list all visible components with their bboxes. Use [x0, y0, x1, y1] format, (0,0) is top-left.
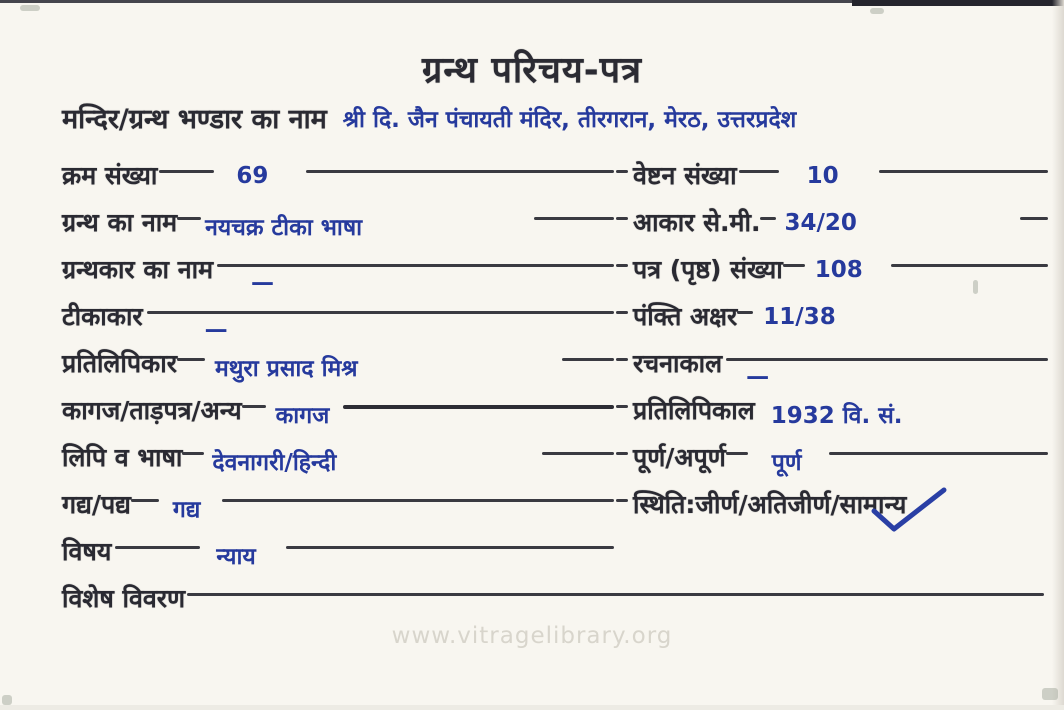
field-value: 108	[814, 257, 863, 283]
field-row-bundle-number	[616, 158, 1048, 205]
scan-artifact	[870, 8, 884, 14]
ruled-line	[187, 593, 1044, 596]
field-row-material	[62, 393, 614, 440]
ruled-line	[177, 358, 205, 361]
field-label: स्थिति:जीर्ण/अतिजीर्ण/सामान्य	[633, 490, 907, 519]
field-value: देवनागरी/हिन्दी	[212, 450, 337, 476]
temple-name-label: मन्दिर/ग्रन्थ भण्डार का नाम	[62, 104, 327, 135]
ruled-line-area	[213, 252, 614, 299]
ruled-line	[177, 217, 201, 220]
field-row-page-count	[616, 252, 1048, 299]
ruled-line-area	[722, 346, 1048, 393]
ruled-line	[242, 405, 266, 408]
field-label: पंक्ति अक्षर	[633, 302, 738, 331]
field-row-condition	[616, 487, 1048, 534]
scan-bottom-edge	[0, 705, 1064, 710]
field-value: 34/20	[784, 210, 857, 236]
ruled-line	[760, 217, 776, 220]
ruled-line	[182, 452, 204, 455]
ruled-line	[829, 452, 1048, 455]
ruled-line	[616, 358, 628, 361]
field-label: आकार से.मी.	[633, 208, 761, 237]
ruled-line	[286, 546, 614, 549]
scan-artifact	[1042, 688, 1058, 700]
ruled-line	[159, 170, 214, 173]
field-label: ग्रन्थकार का नाम	[62, 255, 214, 284]
field-label: रचनाकाल	[633, 349, 723, 378]
field-row-serial-number	[62, 158, 614, 205]
field-row-copy-date	[616, 393, 1048, 440]
field-value: —	[746, 364, 770, 390]
temple-name-value: श्री दि. जैन पंचायती मंदिर, तीरगरान, मेरठ, उत्तरप्रदेश	[342, 107, 797, 133]
field-row-book-name	[62, 205, 614, 252]
field-row-scribe	[62, 346, 614, 393]
ruled-line	[783, 264, 805, 267]
ruled-line	[616, 311, 628, 314]
field-label: क्रम संख्या	[62, 161, 158, 190]
field-row-size-cm	[616, 205, 1048, 252]
ruled-line	[1020, 217, 1048, 220]
field-value: पूर्ण	[771, 450, 802, 476]
field-label: कागज/ताड़पत्र/अन्य	[62, 396, 242, 425]
left-field-column	[62, 158, 614, 581]
ruled-line	[222, 499, 614, 502]
field-label: लिपि व भाषा	[62, 443, 183, 472]
field-row-composition-date	[616, 346, 1048, 393]
ruled-line	[739, 170, 779, 173]
check-mark-icon	[868, 487, 950, 537]
ruled-line	[726, 452, 748, 455]
right-field-column	[616, 158, 1048, 534]
field-row-special-details	[62, 581, 1044, 628]
ruled-line	[534, 217, 614, 220]
scan-artifact	[2, 695, 12, 705]
ruled-line	[115, 546, 200, 549]
ruled-line	[306, 170, 614, 173]
field-label: पत्र (पृष्ठ) संख्या	[633, 255, 783, 284]
field-row-lines-letters	[616, 299, 1048, 346]
field-value: 1932 वि. सं.	[770, 403, 903, 429]
field-value: 10	[806, 163, 839, 189]
ruled-line	[147, 311, 614, 314]
ruled-line	[616, 217, 628, 220]
field-value: 11/38	[763, 304, 836, 330]
field-label: ग्रन्थ का नाम	[62, 208, 178, 237]
scan-top-edge-dark	[852, 0, 1064, 6]
ruled-line-area	[143, 299, 614, 346]
ruled-line	[562, 358, 614, 361]
field-label: विषय	[62, 537, 112, 566]
field-label: प्रतिलिपिकाल	[633, 396, 755, 425]
field-label: गद्य/पद्य	[62, 490, 131, 519]
ruled-line	[616, 405, 628, 408]
field-row-commentator	[62, 299, 614, 346]
temple-name-row	[62, 99, 1050, 136]
field-value: न्याय	[216, 544, 256, 570]
field-value: मथुरा प्रसाद मिश्र	[214, 356, 358, 382]
field-label: टीकाकार	[62, 302, 143, 331]
field-label: विशेष विवरण	[62, 584, 186, 613]
ruled-line	[879, 170, 1048, 173]
field-row-complete-incomplete	[616, 440, 1048, 487]
ruled-line	[217, 264, 614, 267]
field-row-author-name	[62, 252, 614, 299]
watermark-text: www.vitragelibrary.org	[391, 623, 673, 649]
scan-right-edge	[1052, 0, 1064, 710]
field-row-script-language	[62, 440, 614, 487]
field-label: वेष्टन संख्या	[633, 161, 737, 190]
ruled-line	[616, 170, 628, 173]
ruled-line	[343, 405, 614, 409]
field-value: —	[204, 317, 228, 343]
field-value: 69	[236, 163, 269, 189]
ruled-line	[737, 311, 753, 314]
ruled-line	[616, 499, 628, 502]
field-value: नयचक्र टीका भाषा	[205, 215, 363, 241]
ruled-line	[131, 499, 159, 502]
ruled-line	[616, 264, 628, 267]
ruled-line	[726, 358, 1048, 361]
ruled-line	[542, 452, 614, 455]
field-label: प्रतिलिपिकार	[62, 349, 177, 378]
field-row-prose-verse	[62, 487, 614, 534]
field-value: —	[251, 270, 275, 296]
ruled-line	[616, 452, 628, 455]
field-value: कागज	[275, 403, 330, 429]
ruled-line	[891, 264, 1048, 267]
field-label: पूर्ण/अपूर्ण	[633, 443, 726, 472]
field-value: गद्य	[172, 497, 201, 523]
page-title: ग्रन्थ परिचय-पत्र	[422, 50, 642, 91]
scan-artifact	[20, 5, 40, 11]
field-row-subject	[62, 534, 614, 581]
